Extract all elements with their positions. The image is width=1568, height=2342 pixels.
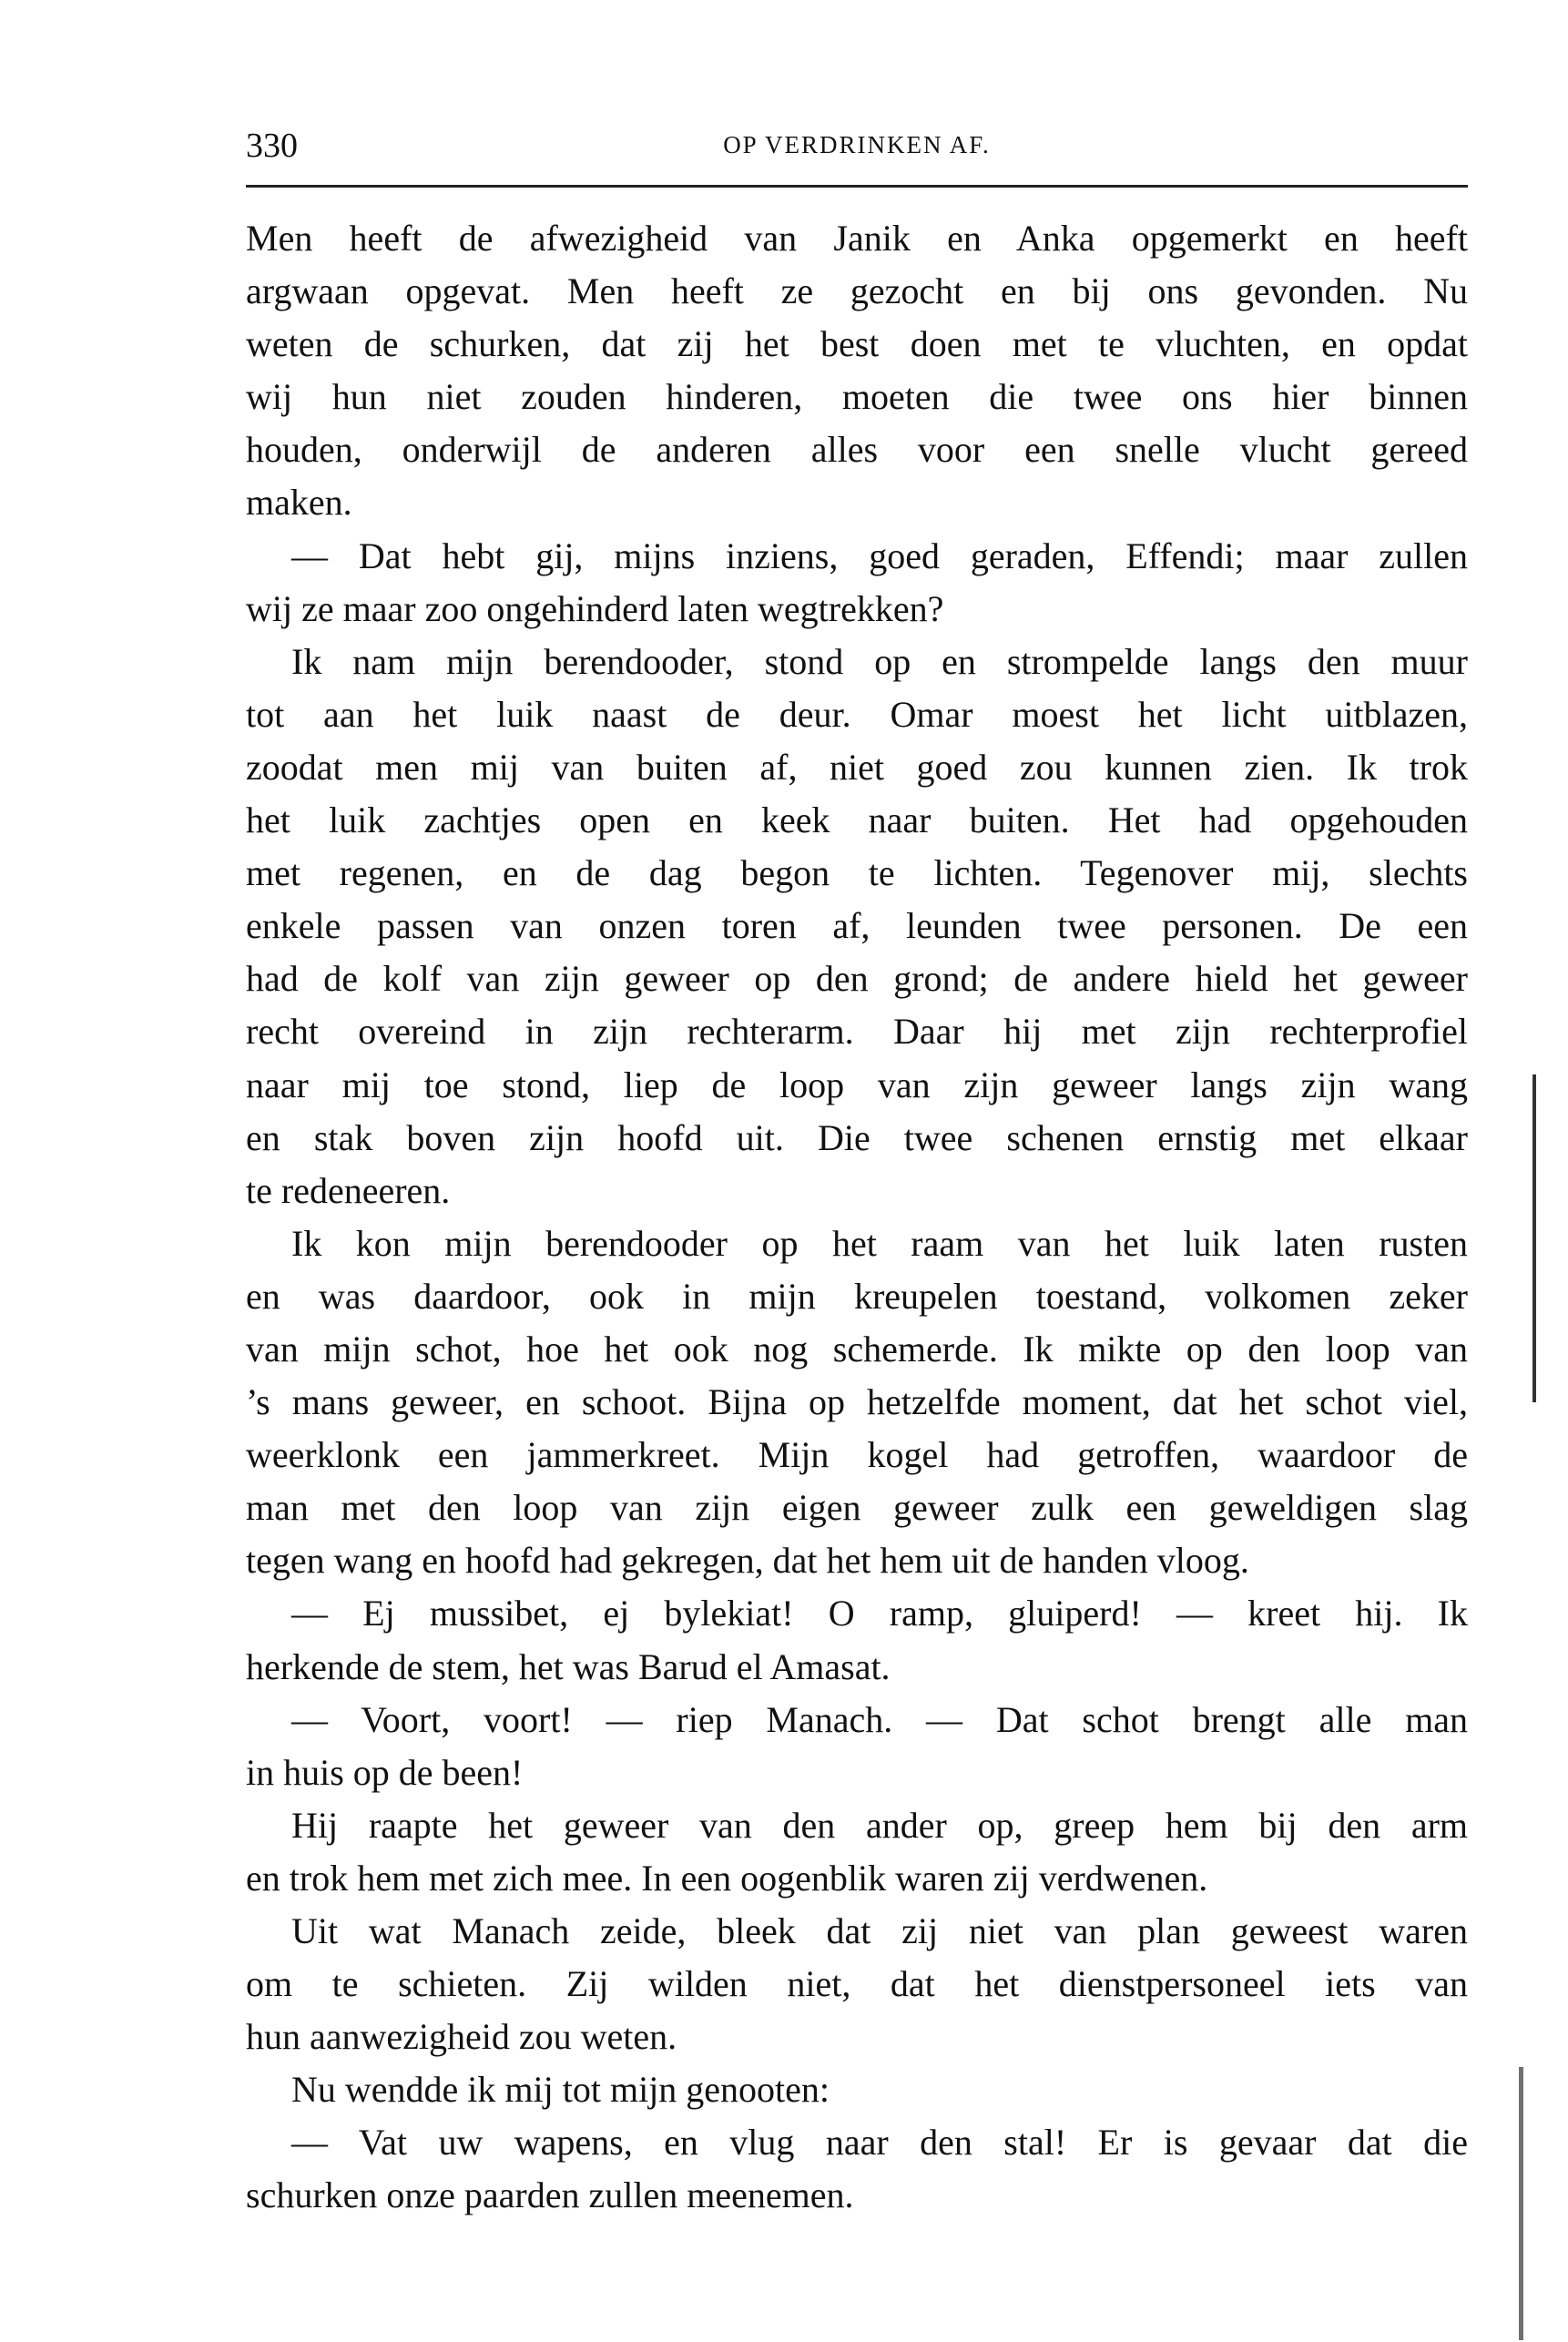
text-line: tot aan het luik naast de deur. Omar moest het licht uitblazen,	[246, 693, 1468, 735]
text-line: wij hun niet zouden hinderen, moeten die twee ons hier binnen	[246, 376, 1468, 418]
text-line: — Voort, voort! — riep Manach. — Dat schot brengt alle man	[291, 1698, 1468, 1740]
text-line: herkende de stem, het was Barud el Amasat.	[246, 1645, 891, 1687]
text-line: het luik zachtjes open en keek naar buiten. Het had opgehouden	[246, 799, 1468, 841]
text-line: enkele passen van onzen toren af, leunden twee personen. De een	[246, 905, 1468, 947]
text-line: naar mij toe stond, liep de loop van zijn geweer langs zijn wang	[246, 1064, 1468, 1105]
text-line: Ik nam mijn berendooder, stond op en strompelde langs den muur	[291, 640, 1468, 682]
text-line: Men heeft de afwezigheid van Janik en Anka opgemerkt en heeft	[246, 218, 1468, 259]
page-number: 330	[246, 127, 298, 165]
text-line: houden, onderwijl de anderen alles voor een snelle vlucht gereed	[246, 429, 1468, 471]
text-line: Nu wendde ik mij tot mijn genooten:	[291, 2069, 830, 2111]
text-line: schurken onze paarden zullen meenemen.	[246, 2174, 854, 2216]
text-line: van mijn schot, hoe het ook nog schemerde. Ik mikte op den loop van	[246, 1328, 1468, 1370]
running-head: OP VERDRINKEN AF.	[723, 131, 991, 158]
text-line: tegen wang en hoofd had gekregen, dat het hem uit de handen vloog.	[246, 1540, 1249, 1582]
text-line: en was daardoor, ook in mijn kreupelen toestand, volkomen zeker	[246, 1275, 1468, 1317]
scan-edge-mark	[1532, 1074, 1536, 1402]
text-line: — Ej mussibet, ej bylekiat! O ramp, gluiperd! — kreet hij. Ik	[291, 1593, 1468, 1634]
text-line: weerklonk een jammerkreet. Mijn kogel had getroffen, waardoor de	[246, 1434, 1468, 1476]
text-line: te redeneeren.	[246, 1169, 451, 1211]
text-line: in huis op de been!	[246, 1751, 524, 1793]
header-rule	[246, 185, 1468, 188]
text-line: — Dat hebt gij, mijns inziens, goed geraden, Effendi; maar zullen	[291, 535, 1468, 576]
text-line: Uit wat Manach zeide, bleek dat zij niet van plan geweest waren	[291, 1910, 1468, 1951]
text-line: en trok hem met zich mee. In een oogenblik waren zij verdwenen.	[246, 1857, 1208, 1899]
text-line: argwaan opgevat. Men heeft ze gezocht en bij ons gevonden. Nu	[246, 270, 1468, 312]
text-line: had de kolf van zijn geweer op den grond; de andere hield het geweer	[246, 958, 1468, 1000]
scan-edge-mark	[1519, 2067, 1523, 2340]
text-line: recht overeind in zijn rechterarm. Daar hij met zijn rechterprofiel	[246, 1011, 1468, 1053]
text-line: weten de schurken, dat zij het best doen met te vluchten, en opdat	[246, 323, 1468, 365]
text-line: zoodat men mij van buiten af, niet goed zou kunnen zien. Ik trok	[246, 746, 1468, 788]
text-line: met regenen, en de dag begon te lichten. Tegenover mij, slechts	[246, 852, 1468, 894]
text-line: maken.	[246, 482, 352, 524]
text-line: hun aanwezigheid zou weten.	[246, 2016, 677, 2058]
text-line: — Vat uw wapens, en vlug naar den stal! Er is gevaar dat die	[291, 2122, 1468, 2164]
text-line: Ik kon mijn berendooder op het raam van het luik laten rusten	[291, 1222, 1468, 1264]
text-line: wij ze maar zoo ongehinderd laten wegtrekken?	[246, 587, 944, 629]
body-text	[246, 212, 1468, 2223]
text-line: en stak boven zijn hoofd uit. Die twee schenen ernstig met elkaar	[246, 1116, 1468, 1158]
text-line: man met den loop van zijn eigen geweer zulk een geweldigen slag	[246, 1487, 1468, 1529]
text-line: ’s mans geweer, en schoot. Bijna op hetzelfde moment, dat het schot viel,	[246, 1381, 1468, 1423]
text-line: om te schieten. Zij wilden niet, dat het dienstpersoneel iets van	[246, 1963, 1468, 2005]
page-header	[246, 126, 1468, 171]
text-line: Hij raapte het geweer van den ander op, greep hem bij den arm	[291, 1804, 1468, 1846]
